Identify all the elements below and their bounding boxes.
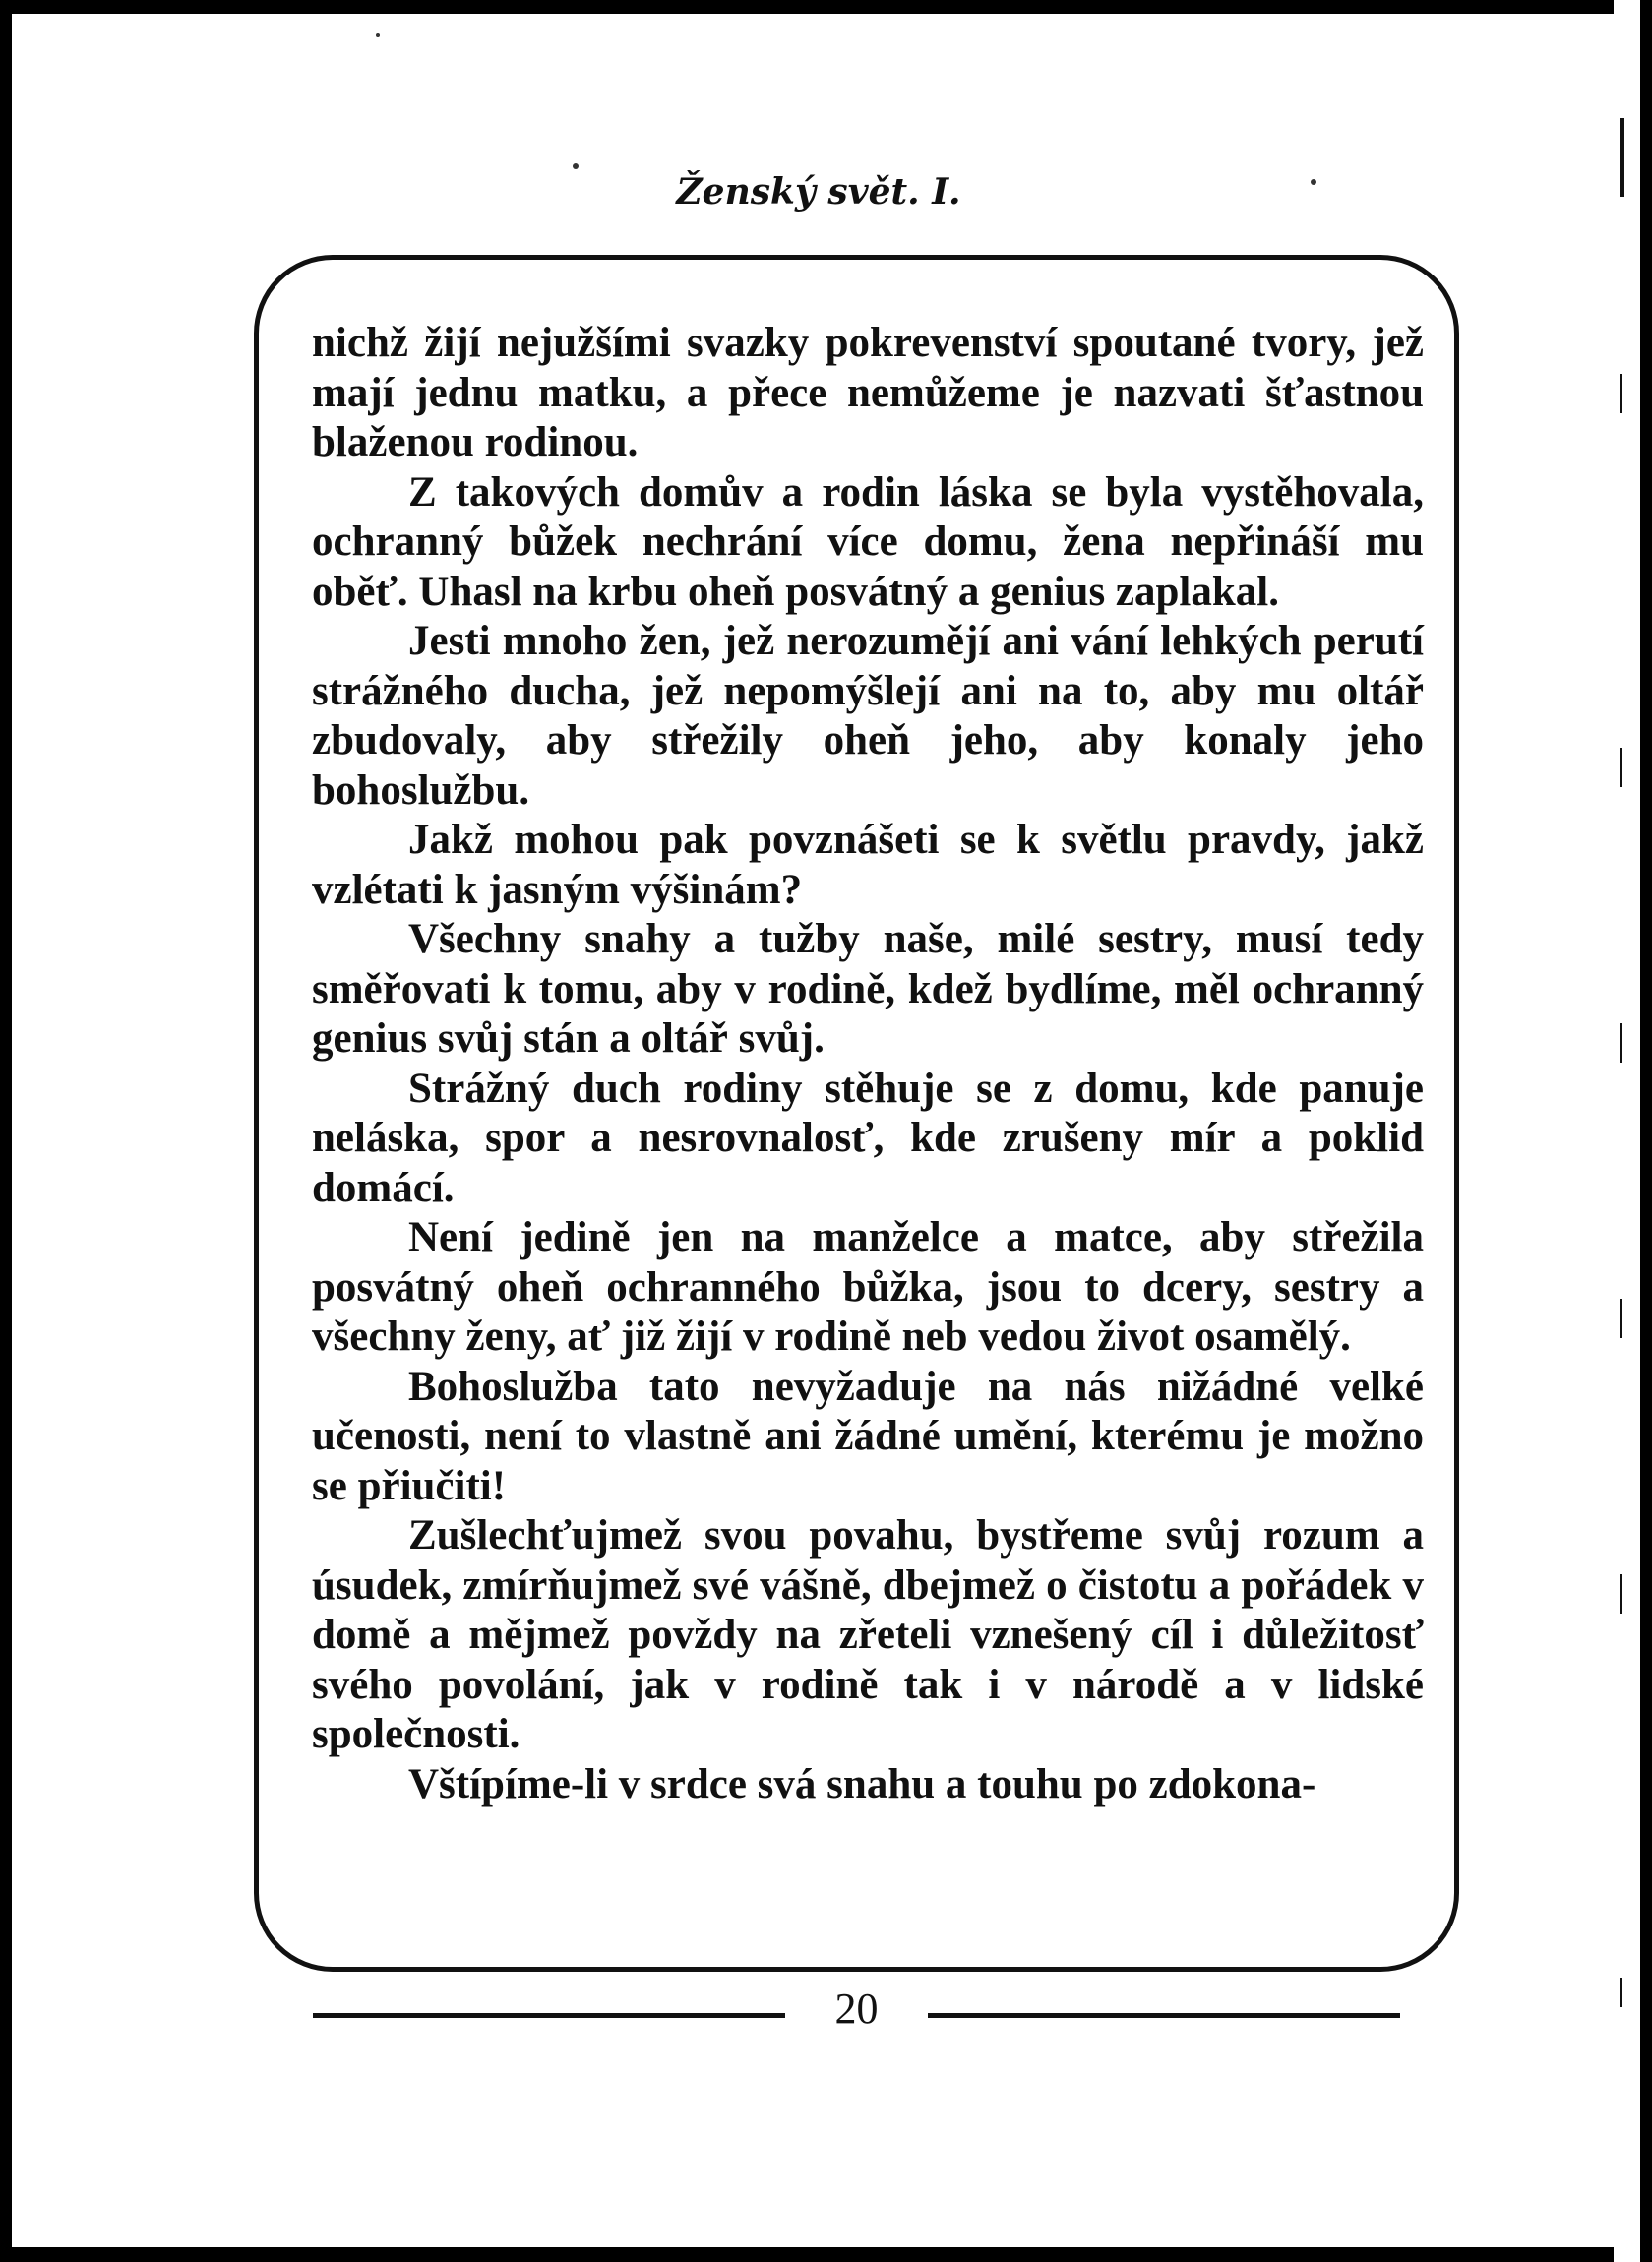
paragraph-7: Není jedině jen na manželce a matce, aby střežila posvátný oheň ochranného bůžka, jsou to dcery, sestry a všechny ženy, ať již žijí v rodině neb vedou život osamělý. xyxy=(312,1214,1424,1360)
paragraph-3: Jesti mnoho žen, jež nerozumějí ani vání lehkých perutí strážného ducha, jež nepomýšlejí ani na to, aby mu oltář zbudovaly, aby střežily oheň jeho, aby konaly jeho bohoslužbu. xyxy=(312,618,1424,814)
paragraph-9: Zušlechťujmež svou povahu, bystřeme svůj rozum a úsudek, zmírňujmež své vášně, dbejmež o čistotu a pořádek v domě a mějmež povždy na zřeteli vznešený cíl i důležitosť svého povolání, jak v rodině tak i v národě a v lidské společnosti. xyxy=(312,1512,1424,1757)
paragraph-1: nichž žijí nejužšími svazky pokrevenství spoutané tvory, jež mají jednu matku, a přece nemůžeme je nazvati šťastnou blaženou rodinou. xyxy=(312,320,1424,465)
paragraph-2: Z takových domův a rodin láska se byla vystěhovala, ochranný bůžek nechrání více domu, žena nepřináší mu oběť. Uhasl na krbu oheň posvátný a genius zaplakal. xyxy=(312,468,1424,615)
speck xyxy=(1311,179,1316,185)
edge-mark xyxy=(1620,1574,1622,1614)
edge-mark xyxy=(1620,748,1622,787)
book-page xyxy=(12,14,1625,2247)
page-number: 20 xyxy=(834,1985,879,2033)
body-text xyxy=(312,319,1424,1809)
page-edge xyxy=(1614,0,1640,2262)
page-footer xyxy=(254,1984,1459,2043)
edge-mark xyxy=(1620,1023,1622,1063)
paragraph-10: Vštípíme-li v srdce svá snahu a touhu po zdokona- xyxy=(408,1760,1316,1807)
edge-mark xyxy=(1620,118,1624,197)
paragraph-8: Bohoslužba tato nevyžaduje na nás nižádné velké učenosti, není to vlastně ani žádné umění, kterému je možno se přiučiti! xyxy=(312,1363,1424,1509)
edge-mark xyxy=(1620,374,1622,413)
edge-mark xyxy=(1620,1978,1622,2007)
speck xyxy=(376,33,380,37)
paragraph-5: Všechny snahy a tužby naše, milé sestry, musí tedy směřovati k tomu, aby v rodině, kdež bydlíme, měl ochranný genius svůj stán a oltář svůj. xyxy=(312,916,1424,1062)
footer-rule-right xyxy=(928,2013,1400,2018)
speck xyxy=(573,163,579,169)
edge-mark xyxy=(1620,1299,1622,1338)
paragraph-4: Jakž mohou pak povznášeti se k světlu pravdy, jakž vzlétati k jasným výšinám? xyxy=(312,817,1424,913)
running-header: Ženský svět. I. xyxy=(676,171,961,213)
paragraph-6: Strážný duch rodiny stěhuje se z domu, kde panuje neláska, spor a nesrovnalosť, kde zrušeny mír a poklid domácí. xyxy=(312,1065,1424,1211)
